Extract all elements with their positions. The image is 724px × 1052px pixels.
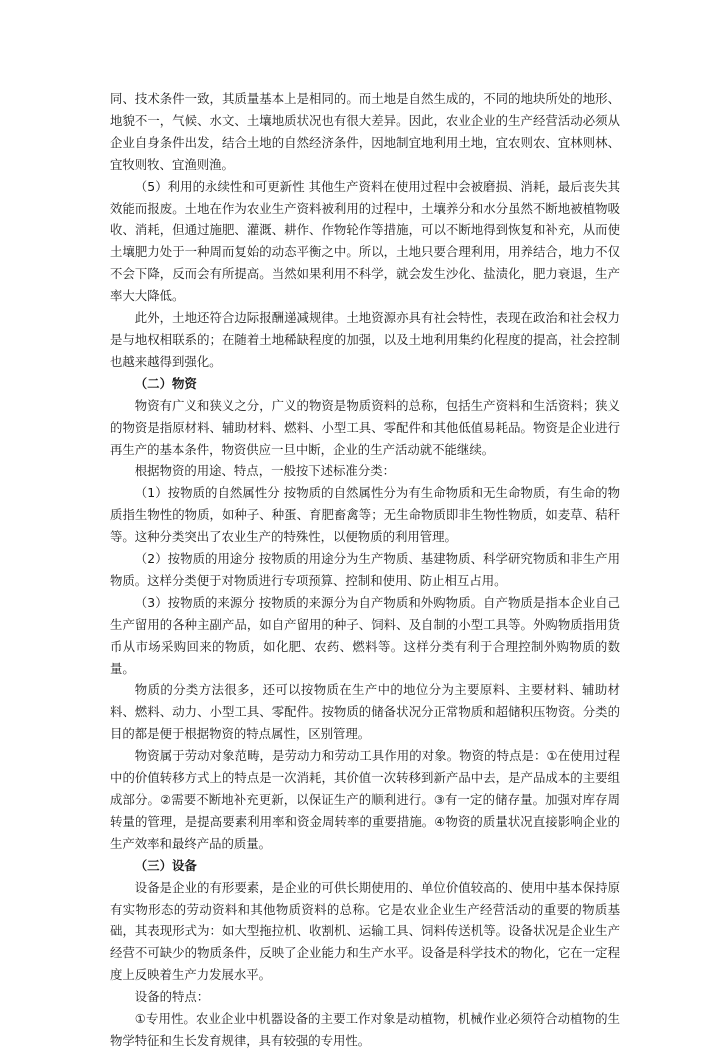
paragraph-materials-definition: 物资有广义和狭义之分，广义的物资是物质资料的总称，包括生产资料和生活资料；狭义的物资是指原材料、辅助材料、燃料、小型工具、零配件和其他低值易耗品。物资是企业进行再生产的基本条件，物资供应一旦中断，企业的生产活动就不能继续。 (110, 397, 620, 457)
section-heading-equipment: （三）设备 (134, 857, 197, 873)
document-body (110, 88, 620, 1052)
paragraph-land-renewability: （5）利用的永续性和可更新性 其他生产资料在使用过程中会被磨损、消耗，最后丧失其效能而报废。土地在作为农业生产资料被利用的过程中，土壤养分和水分虽然不断地被植物吸收、消耗，但通过施肥、灌溉、耕作、作物轮作等措施，可以不断地得到恢复和补充，从而使土壤肥力处于一种周而复始的动态平衡之中。所以，土地只要合理利用，用养结合，地力不仅不会下降，反而会有所提高。当然如果利用不科学，就会发生沙化、盐渍化，肥力衰退，生产率大大降低。 (110, 178, 620, 304)
paragraph-classification-natural: （1）按物质的自然属性分 按物质的自然属性分为有生命物质和无生命物质，有生命的物质指生物性的物质，如种子、种蛋、育肥畜禽等；无生命物质即非生物性物质，如麦草、秸秆等。这种分类突出了农业生产的特殊性，以便物质的利用管理。 (110, 485, 620, 545)
paragraph-equipment-specialization: ①专用性。农业企业中机器设备的主要工作对象是动植物，机械作业必须符合动植物的生物学特征和生长发育规律，具有较强的专用性。 (110, 1011, 620, 1048)
paragraph-materials-features: 物资属于劳动对象范畴，是劳动力和劳动工具作用的对象。物资的特点是：①在使用过程中的价值转移方式上的特点是一次消耗，其价值一次转移到新产品中去，是产品成本的主要组成部分。②需要不断地补充更新，以保证生产的顺利进行。③有一定的储存量。加强对库存周转量的管理，是提高要素利用率和资金周转率的重要措施。④物资的质量状况直接影响企业的生产效率和最终产品的质量。 (110, 748, 620, 851)
paragraph-classification-source: （3）按物质的来源分 按物质的来源分为自产物质和外购物质。自产物质是指本企业自己生产留用的各种主副产品，如自产留用的种子、饲料、及自制的小型工具等。外购物质指用货币从市场采购回来的物质，如化肥、农药、燃料等。这样分类有利于合理控制外购物质的数量。 (110, 594, 620, 676)
section-heading-materials: （二）物资 (134, 375, 197, 391)
paragraph-classification-purpose: （2）按物质的用途分 按物质的用途分为生产物质、基建物质、科学研究物质和非生产用物质。这样分类便于对物质进行专项预算、控制和使用、防止相互占用。 (110, 551, 620, 588)
paragraph-classification-other: 物质的分类方法很多，还可以按物质在生产中的地位分为主要原料、主要材料、辅助材料、燃料、动力、小型工具、零配件。按物质的储备状况分正常物质和超储积压物资。分类的目的都是便于根据物资的特点属性，区别管理。 (110, 682, 620, 742)
paragraph-land-conditions: 同、技术条件一致，其质量基本上是相同的。而土地是自然生成的，不同的地块所处的地形、地貌不一，气候、水文、土壤地质状况也有很大差异。因此，农业企业的生产经营活动必须从企业自身条件出发，结合土地的自然经济条件，因地制宜地利用土地，宜农则农、宜林则林、宜牧则牧、宜渔则渔。 (110, 91, 620, 172)
paragraph-equipment-definition: 设备是企业的有形要素，是企业的可供长期使用的、单位价值较高的、使用中基本保持原有实物形态的劳动资料和其他物质资料的总称。它是农业企业生产经营活动的重要的物质基础，其表现形式为：如大型拖拉机、收割机、运输工具、饲料传送机等。设备状况是企业生产经营不可缺少的物质条件，反映了企业能力和生产水平。设备是科学技术的物化，它在一定程度上反映着生产力发展水平。 (110, 879, 620, 983)
paragraph-land-diminishing-returns: 此外，土地还符合边际报酬递减规律。土地资源亦具有社会特性，表现在政治和社会权力是与地权相联系的；在随着土地稀缺程度的加强，以及土地利用集约化程度的提高，社会控制也越来越得到强化。 (110, 310, 620, 369)
paragraph-materials-classification-intro: 根据物资的用途、特点，一般按下述标准分类： (134, 463, 395, 479)
paragraph-equipment-features-intro: 设备的特点： (134, 989, 210, 1005)
